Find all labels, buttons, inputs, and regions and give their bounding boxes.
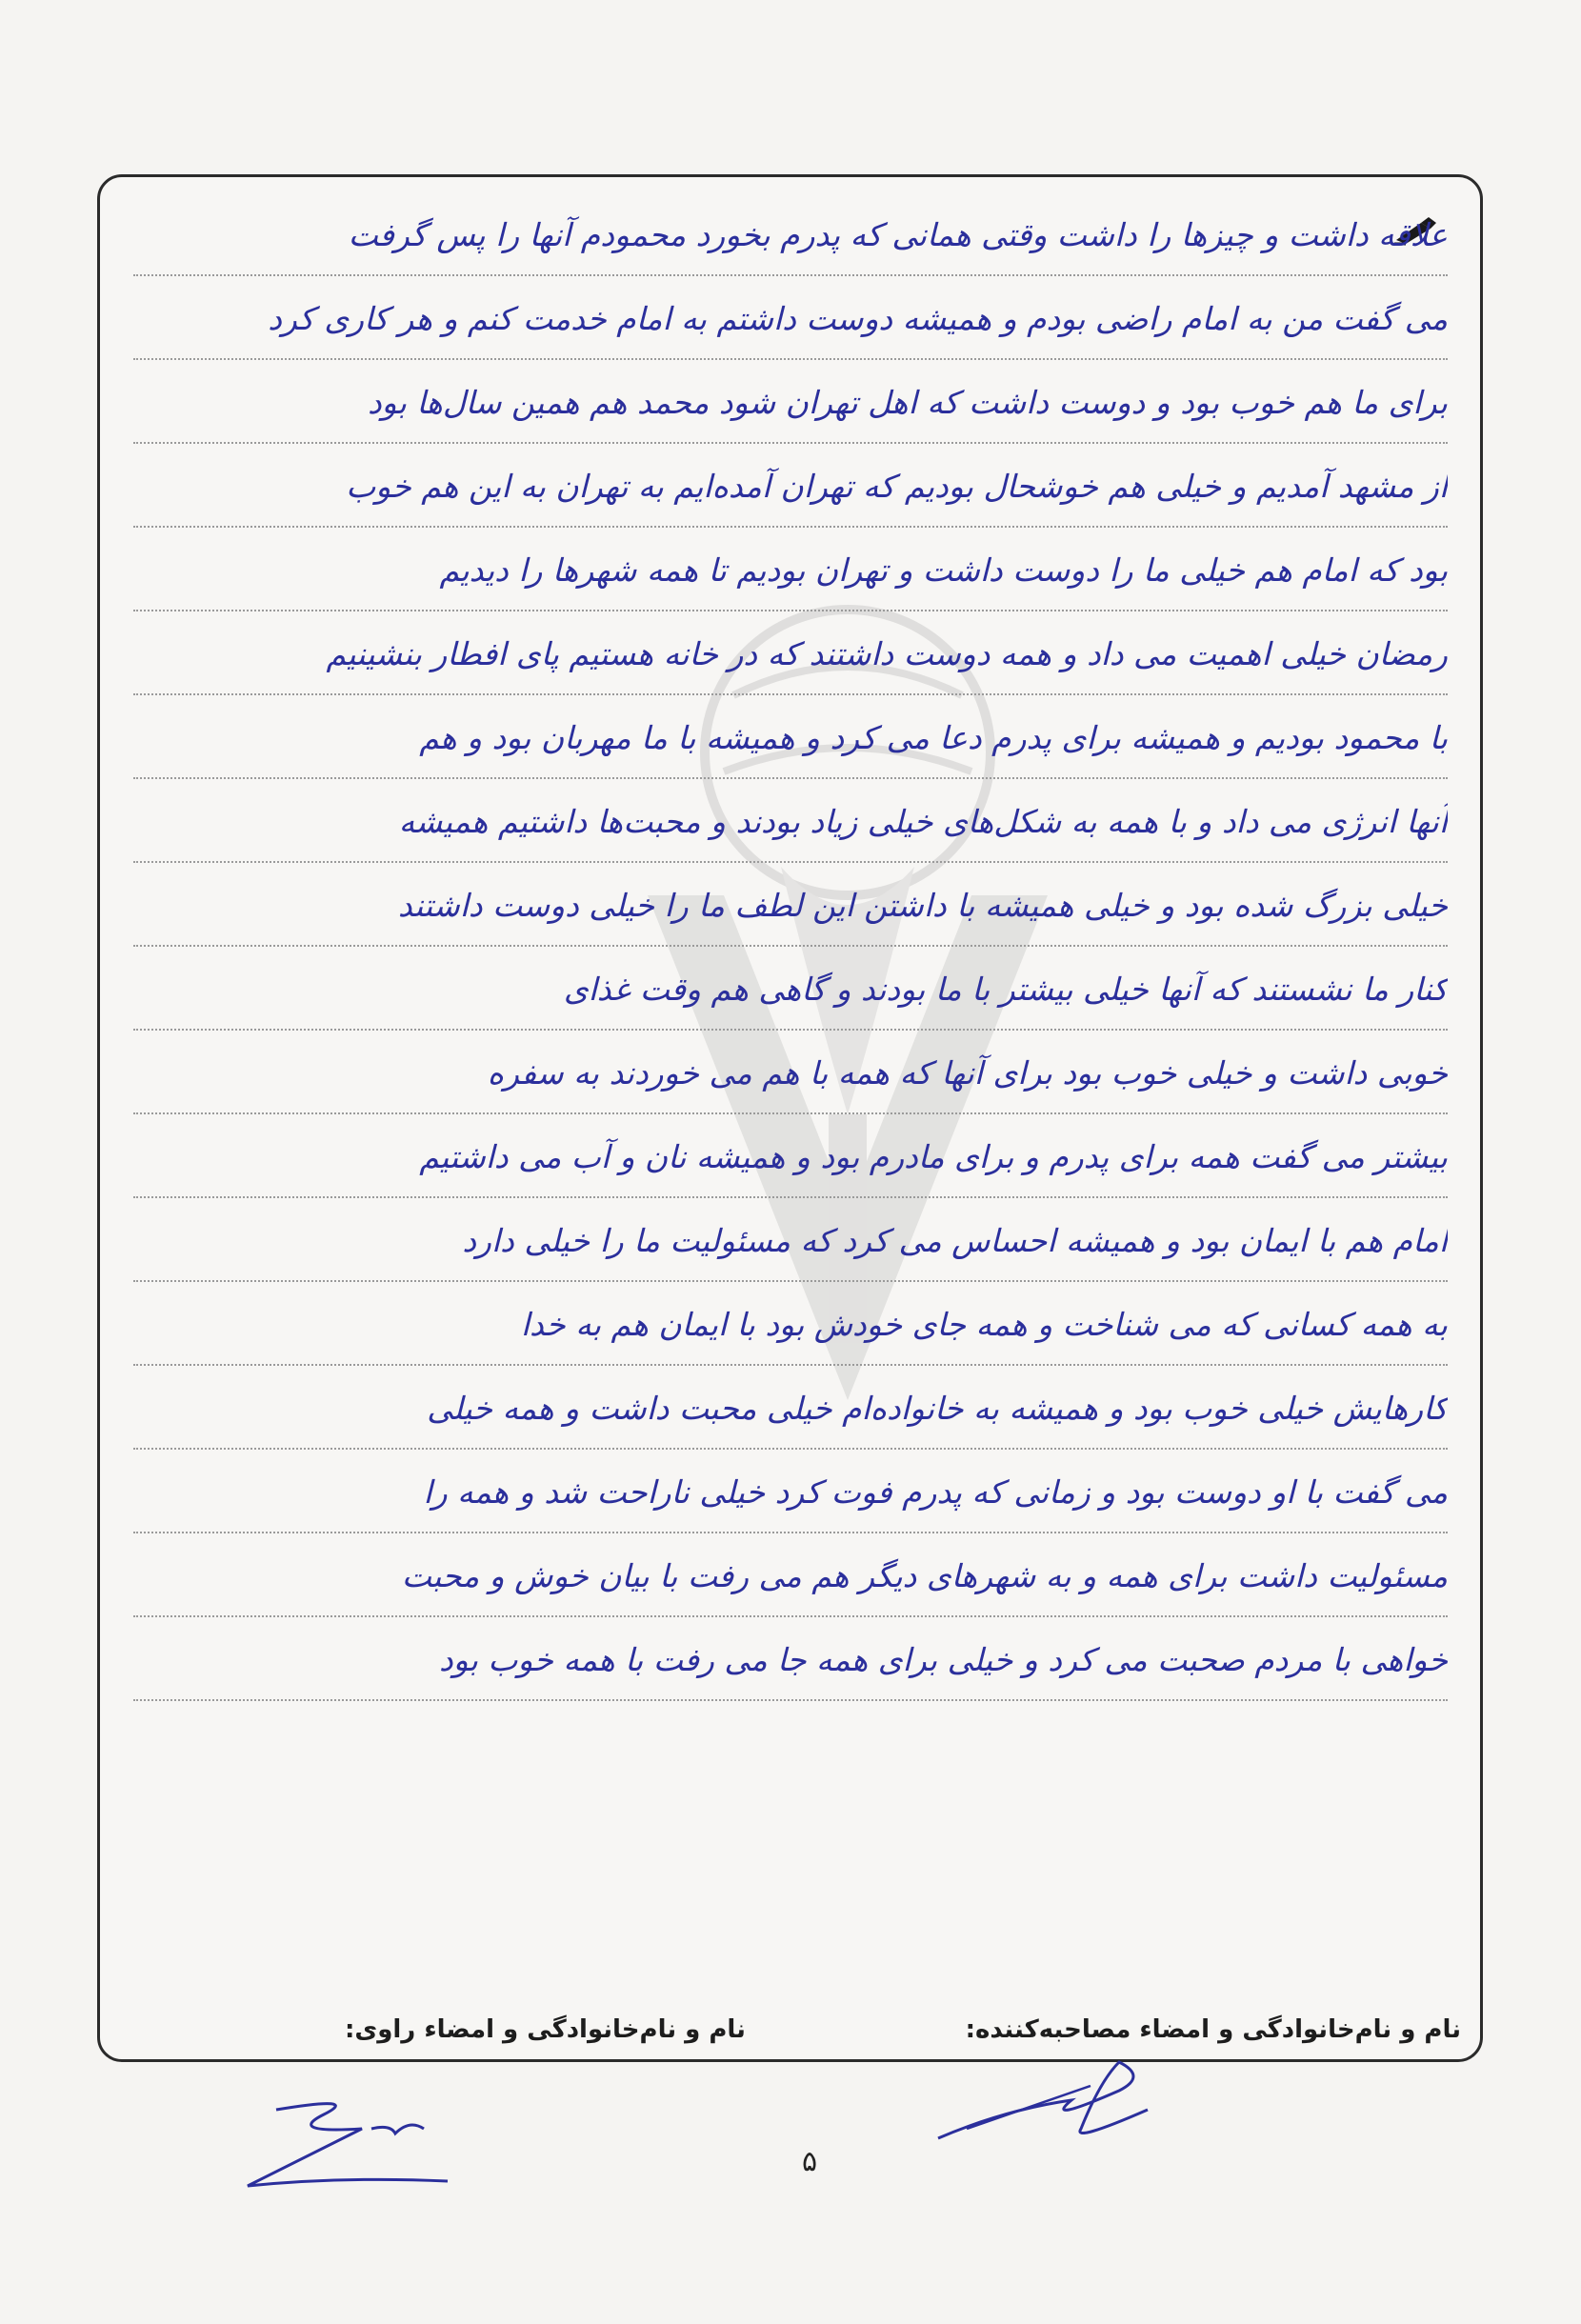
narrator-signature bbox=[229, 2091, 457, 2195]
handwritten-line: می گفت من به امام راضی بودم و همیشه دوست داشتم به امام خدمت کنم و هر کاری کرد bbox=[133, 284, 1448, 360]
handwritten-line: با محمود بودیم و همیشه برای پدرم دعا می کرد و همیشه با ما مهربان بود و هم bbox=[133, 703, 1448, 779]
handwritten-line: بود که امام هم خیلی ما را دوست داشت و تهران بودیم تا همه شهرها را دیدیم bbox=[133, 535, 1448, 611]
handwritten-line: کنار ما نشستند که آنها خیلی بیشتر با ما بودند و گاهی هم وقت غذای bbox=[133, 954, 1448, 1031]
handwritten-line: خواهی با مردم صحبت می کرد و خیلی برای همه جا می رفت با همه خوب بود bbox=[133, 1625, 1448, 1701]
handwritten-line: به همه کسانی که می شناخت و همه جای خودش بود با ایمان هم به خدا bbox=[133, 1290, 1448, 1366]
handwritten-line: بیشتر می گفت همه برای پدرم و برای مادرم بود و همیشه نان و آب می داشتیم bbox=[133, 1122, 1448, 1198]
handwritten-line: رمضان خیلی اهمیت می داد و همه دوست داشتند که در خانه هستیم پای افطار بنشینیم bbox=[133, 619, 1448, 695]
interviewer-signature bbox=[929, 2034, 1157, 2148]
handwritten-line: آنها انرژی می داد و با همه به شکل‌های خیلی زیاد بودند و محبت‌ها داشتیم همیشه bbox=[133, 787, 1448, 863]
handwritten-line: کارهایش خیلی خوب بود و همیشه به خانواده‌ام خیلی محبت داشت و همه خیلی bbox=[133, 1373, 1448, 1450]
handwritten-line: امام هم با ایمان بود و همیشه احساس می کرد که مسئولیت ما را خیلی دارد bbox=[133, 1206, 1448, 1282]
handwritten-line: مسئولیت داشت برای همه و به شهرهای دیگر هم می رفت با بیان خوش و محبت bbox=[133, 1541, 1448, 1617]
interviewer-signature-label: نام و نام‌خانوادگی و امضاء مصاحبه‌کننده: bbox=[965, 2015, 1461, 2044]
handwritten-line: از مشهد آمدیم و خیلی هم خوشحال بودیم که تهران آمده‌ایم به تهران به این هم خوب bbox=[133, 451, 1448, 528]
page-number: ۵ bbox=[801, 2145, 818, 2178]
handwritten-line: می گفت با او دوست بود و زمانی که پدرم فوت کرد خیلی ناراحت شد و همه را bbox=[133, 1457, 1448, 1533]
handwritten-line: خوبی داشت و خیلی خوب بود برای آنها که همه با هم می خوردند به سفره bbox=[133, 1038, 1448, 1114]
narrator-signature-label: نام و نام‌خانوادگی و امضاء راوی: bbox=[345, 2015, 746, 2044]
handwritten-line: خیلی بزرگ شده بود و خیلی همیشه با داشتن این لطف ما را خیلی دوست داشتند bbox=[133, 871, 1448, 947]
handwritten-line: علاقه داشت و چیزها را داشت وقتی همانی که پدرم بخورد محمودم آنها را پس گرفت bbox=[133, 200, 1448, 276]
handwritten-line: برای ما هم خوب بود و دوست داشت که اهل تهران شود محمد هم همین سال‌ها بود bbox=[133, 368, 1448, 444]
